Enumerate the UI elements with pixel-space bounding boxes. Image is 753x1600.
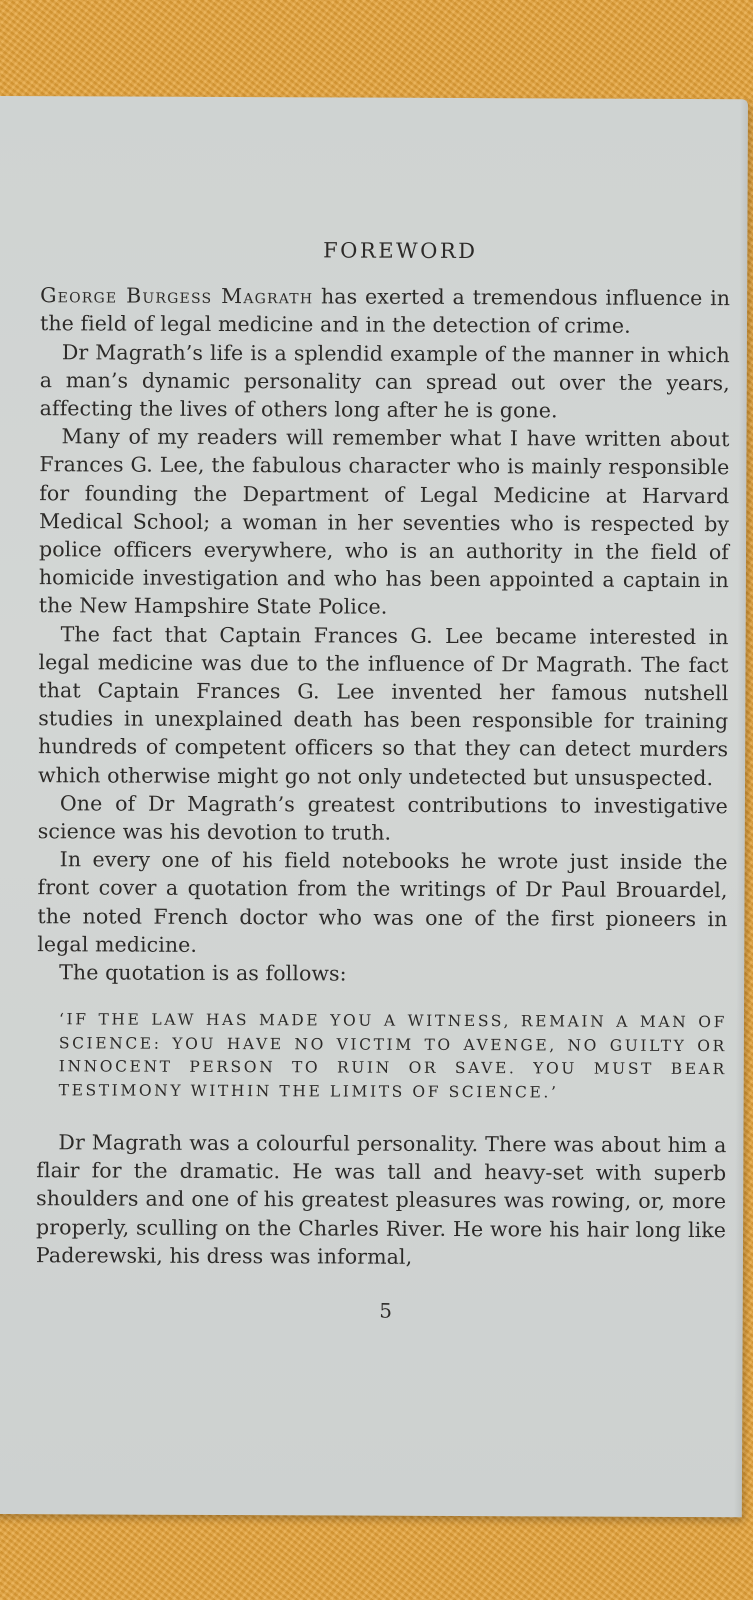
paragraph-4: The fact that Captain Frances G. Lee became interested in legal medicine was due to the influence of Dr Magrath. The fact that Captain Frances G. Lee invented her famous nutshell studies in unexplained death has been responsible for training hundreds of competent officers so that they can detect murders which otherwise might go not only undetected but unsuspected. [37,621,729,790]
paragraph-6: In every one of his field notebooks he wrote just inside the front cover a quotation from the writings of Dr Paul Brouardel, the noted French doctor who was one of the first pioneers in legal medicine. [37,847,728,957]
page-number: 5 [379,1298,393,1323]
book-page [0,96,748,1517]
page-text-block [36,235,731,1326]
chapter-title: FOREWORD [323,238,478,264]
paragraph-8: Dr Magrath was a colourful personality. There was about him a flair for the dramatic. He was tall and heavy-set with superb shoulders and one of his greatest pleasures was rowing, or, more properly, sculling on the Charles River. He wore his hair long like Paderewski, his dress was informal, [35,1130,727,1269]
paragraph-7: The quotation is as follows: [59,960,347,986]
paragraph-1 [40,281,730,340]
page-edge-shadow [734,99,748,1517]
paragraph-2: Dr Magrath’s life is a splendid example of the manner in which a man’s dynamic personality can spread out over the years, affecting the lives of others long after he is gone. [39,339,730,423]
paragraph-1-text: has exerted a tremendous influence in the field of legal medicine and in the detection of crime. [39,284,731,339]
paragraph-3: Many of my readers will remember what I have written about Frances G. Lee, the fabulous character who is mainly responsible for founding the Department of Legal Medicine at Harvard Medical School; a woman in her seventies who is respected by police officers everywhere, who is an authority in the field of homicide investigation and who has been appointed a captain in the New Hampshire State Police. [38,424,730,620]
lead-name: George Burgess Magrath [40,283,314,309]
block-quotation: ‘IF THE LAW HAS MADE YOU A WITNESS, REMAIN A MAN OF SCIENCE: YOU HAVE NO VICTIM TO AVENGE, NO GUILTY OR INNOCENT PERSON TO RUIN OR SAVE. YOU MUST BEAR TESTIMONY WITHIN THE LIMITS OF SCIENCE.’ [58,1010,728,1101]
paragraph-5: One of Dr Magrath’s greatest contributions to investigative science was his devotion to truth. [37,791,728,845]
